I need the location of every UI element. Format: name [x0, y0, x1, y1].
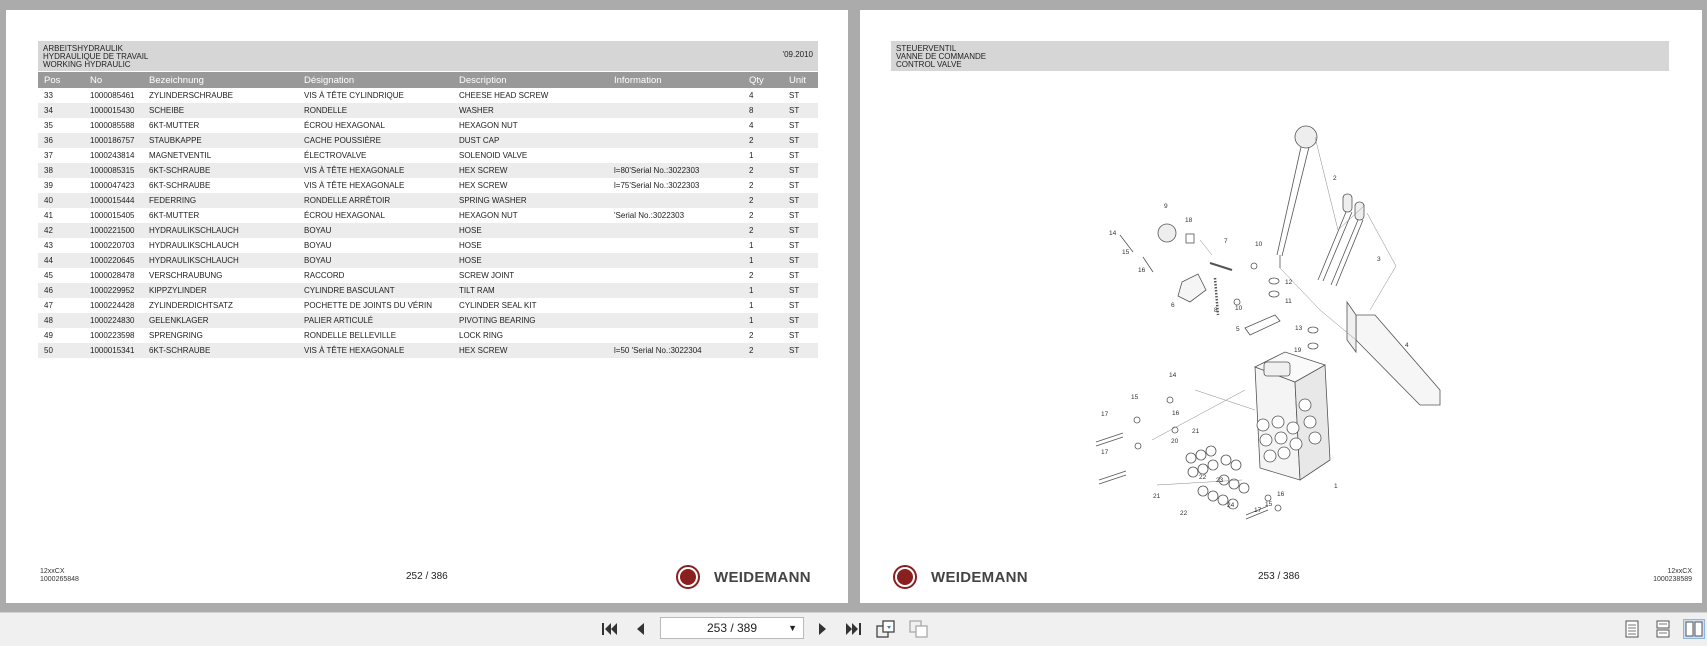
callout: 20: [1171, 438, 1179, 445]
table-row: [38, 223, 818, 238]
table-row: [38, 313, 818, 328]
control-valve-exploded-drawing: [860, 10, 1702, 603]
table-row: [38, 103, 818, 118]
callout: 13: [1295, 325, 1303, 332]
table-cell: SPRENGRING: [149, 331, 203, 340]
table-cell: ST: [783, 253, 818, 268]
table-cell: 1000243814: [90, 151, 135, 160]
column-header: No: [84, 72, 143, 88]
first-page-button[interactable]: [600, 619, 620, 639]
table-cell: HEX SCREW: [459, 181, 508, 190]
header-date: '09.2010: [782, 50, 813, 59]
table-cell: ST: [789, 151, 800, 160]
header-line-de: ARBEITSHYDRAULIK: [43, 44, 124, 53]
single-page-icon: [1624, 620, 1640, 638]
callout: 5: [1236, 326, 1240, 333]
table-cell: 2: [743, 133, 783, 148]
table-cell: 1000186757: [84, 133, 143, 148]
table-cell: 6KT-MUTTER: [149, 211, 200, 220]
compare-button[interactable]: [908, 619, 930, 639]
table-cell: ST: [783, 193, 818, 208]
callout: 17: [1101, 449, 1109, 456]
table-cell: 44: [38, 253, 84, 268]
callout: 8: [1214, 307, 1218, 314]
table-cell: [608, 328, 743, 343]
last-page-button[interactable]: [843, 619, 863, 639]
table-cell: HOSE: [459, 241, 482, 250]
table-cell: ST: [783, 163, 818, 178]
table-cell: ÉCROU HEXAGONAL: [304, 211, 385, 220]
table-cell: 1000223598: [90, 331, 135, 340]
table-cell: [608, 118, 743, 133]
callout: 10: [1255, 241, 1263, 248]
table-cell: ST: [783, 133, 818, 148]
callout: 21: [1192, 428, 1200, 435]
footer-doc-number: 1000238589: [1653, 576, 1692, 583]
table-cell: l=50 'Serial No.:3022304: [608, 343, 743, 358]
column-header: Pos: [38, 72, 84, 88]
chevron-down-icon: ▼: [788, 623, 797, 633]
table-cell: ÉCROU HEXAGONAL: [304, 121, 385, 130]
table-cell: 37: [44, 151, 53, 160]
table-cell: 1000015444: [84, 193, 143, 208]
single-page-view-button[interactable]: [1623, 619, 1641, 639]
table-cell: 6KT-MUTTER: [149, 121, 200, 130]
table-cell: ST: [783, 223, 818, 238]
table-cell: 34: [38, 103, 84, 118]
table-cell: ST: [783, 313, 818, 328]
table-cell: CHEESE HEAD SCREW: [459, 91, 549, 100]
table-cell: 2: [743, 163, 783, 178]
callout: 17: [1101, 411, 1109, 418]
table-row: [38, 253, 818, 268]
table-cell: ST: [789, 331, 800, 340]
callout: 7: [1224, 238, 1228, 245]
page-number-value: 253 / 389: [706, 621, 758, 635]
callout: 15: [1122, 249, 1130, 256]
table-cell: 43: [44, 241, 53, 250]
table-cell: 1000085315: [84, 163, 143, 178]
table-row: [38, 238, 818, 253]
table-cell: 1: [749, 151, 754, 160]
last-page-icon: [844, 621, 862, 637]
table-cell: [608, 88, 743, 103]
callout: 23: [1216, 477, 1224, 484]
table-cell: HEX SCREW: [453, 163, 608, 178]
table-cell: 2: [743, 223, 783, 238]
table-cell: 6KT-SCHRAUBE: [149, 181, 211, 190]
callout: 2: [1333, 175, 1337, 182]
weidemann-logo: [676, 565, 811, 589]
table-cell: [608, 268, 743, 283]
table-cell: 6KT-SCHRAUBE: [143, 343, 298, 358]
logo-text: WEIDEMANN: [931, 568, 1028, 586]
table-cell: RONDELLE BELLEVILLE: [304, 331, 397, 340]
table-cell: RONDELLE: [298, 103, 453, 118]
table-cell: 45: [44, 271, 53, 280]
table-cell: VIS À TÊTE CYLINDRIQUE: [304, 91, 404, 100]
rotate-button[interactable]: [875, 619, 897, 639]
table-row: [38, 193, 818, 208]
table-cell: 39: [44, 181, 53, 190]
table-row: [38, 118, 818, 133]
table-cell: [608, 253, 743, 268]
table-cell: 1000085461: [90, 91, 135, 100]
callout: 16: [1138, 267, 1146, 274]
table-cell: 1000224428: [90, 301, 135, 310]
table-cell: ST: [783, 103, 818, 118]
table-cell: RACCORD: [304, 271, 345, 280]
table-cell: POCHETTE DE JOINTS DU VÉRIN: [304, 301, 433, 310]
table-cell: [608, 238, 743, 253]
table-cell: SCREW JOINT: [459, 271, 515, 280]
table-cell: LOCK RING: [459, 331, 504, 340]
table-cell: 2: [749, 271, 754, 280]
footer-doc-number: 1000265848: [40, 576, 79, 583]
table-cell: ST: [789, 181, 800, 190]
table-cell: 1000015341: [84, 343, 143, 358]
callout: 14: [1169, 372, 1177, 379]
table-cell: HYDRAULIKSCHLAUCH: [143, 253, 298, 268]
table-cell: 1: [743, 313, 783, 328]
header-line-en: CONTROL VALVE: [896, 60, 962, 69]
page-number: 253 / 386: [1258, 571, 1300, 582]
table-cell: 49: [44, 331, 53, 340]
table-cell: 2: [743, 193, 783, 208]
callout: 4: [1405, 342, 1409, 349]
table-cell: RONDELLE ARRÊTOIR: [298, 193, 453, 208]
table-cell: ST: [783, 343, 818, 358]
callout: 22: [1199, 474, 1207, 481]
table-cell: 1000224830: [84, 313, 143, 328]
table-cell: BOYAU: [298, 253, 453, 268]
table-cell: HYDRAULIKSCHLAUCH: [143, 223, 298, 238]
next-page-icon: [817, 621, 829, 637]
footer-model-block: [40, 568, 79, 584]
table-cell: BOYAU: [304, 241, 332, 250]
header-line-fr: HYDRAULIQUE DE TRAVAIL: [43, 52, 149, 61]
table-cell: SOLENOID VALVE: [459, 151, 528, 160]
table-cell: CACHE POUSSIÈRE: [298, 133, 453, 148]
table-cell: STAUBKAPPE: [143, 133, 298, 148]
table-cell: GELENKLAGER: [143, 313, 298, 328]
table-row: [38, 283, 818, 298]
table-cell: VIS À TÊTE HEXAGONALE: [298, 343, 453, 358]
callout: 22: [1180, 510, 1188, 517]
table-cell: l=80'Serial No.:3022303: [608, 163, 743, 178]
two-page-icon: [1685, 621, 1703, 637]
table-row: [38, 268, 818, 283]
table-cell: HEX SCREW: [453, 343, 608, 358]
table-row: [38, 343, 818, 358]
logo-mark-icon: [893, 565, 917, 589]
table-cell: 'Serial No.:3022303: [614, 211, 685, 220]
table-cell: 40: [38, 193, 84, 208]
callout: 15: [1131, 394, 1139, 401]
column-header: Qty: [743, 72, 783, 88]
table-row: [38, 178, 818, 193]
logo-mark-icon: [676, 565, 700, 589]
table-cell: 6KT-SCHRAUBE: [143, 163, 298, 178]
table-row: [38, 298, 818, 313]
callout: 14: [1109, 230, 1117, 237]
table-cell: [608, 223, 743, 238]
table-cell: WASHER: [453, 103, 608, 118]
table-cell: 33: [44, 91, 53, 100]
table-cell: ST: [789, 271, 800, 280]
table-cell: 1: [749, 301, 754, 310]
section-header: [38, 41, 818, 71]
table-row: [38, 163, 818, 178]
callout: 21: [1153, 493, 1161, 500]
table-cell: VIS À TÊTE HEXAGONALE: [304, 181, 405, 190]
table-cell: FEDERRING: [143, 193, 298, 208]
column-header: Désignation: [298, 72, 453, 88]
table-cell: 35: [44, 121, 53, 130]
table-cell: 42: [38, 223, 84, 238]
callout: 6: [1171, 302, 1175, 309]
table-cell: 1000015430: [84, 103, 143, 118]
table-cell: ST: [789, 301, 800, 310]
callout: 16: [1172, 410, 1180, 417]
footer-model: 12xxCX: [40, 568, 65, 575]
rotate-icon: [875, 619, 897, 639]
table-cell: CYLINDRE BASCULANT: [298, 283, 453, 298]
prev-page-button[interactable]: [632, 619, 648, 639]
next-page-button[interactable]: [815, 619, 831, 639]
table-cell: [608, 103, 743, 118]
table-cell: 48: [38, 313, 84, 328]
column-header: Bezeichnung: [143, 72, 298, 88]
table-cell: 2: [749, 211, 754, 220]
callout: 10: [1235, 305, 1243, 312]
continuous-view-button[interactable]: [1654, 619, 1672, 639]
table-cell: 2: [743, 343, 783, 358]
table-cell: 1000229952: [84, 283, 143, 298]
table-cell: ST: [789, 91, 800, 100]
table-cell: 1: [749, 241, 754, 250]
table-cell: 41: [44, 211, 53, 220]
logo-text: WEIDEMANN: [714, 568, 811, 586]
footer-model: 12xxCX: [1667, 568, 1692, 575]
table-cell: ÉLECTROVALVE: [304, 151, 367, 160]
table-cell: MAGNETVENTIL: [149, 151, 212, 160]
callout: 18: [1185, 217, 1193, 224]
table-cell: [608, 133, 743, 148]
viewer-toolbar: [0, 612, 1707, 646]
header-line-de: STEUERVENTIL: [896, 44, 957, 53]
table-cell: ST: [789, 211, 800, 220]
callout: 12: [1285, 279, 1293, 286]
callout: 11: [1285, 298, 1292, 305]
table-cell: HEXAGON NUT: [459, 121, 518, 130]
table-cell: [608, 313, 743, 328]
table-cell: KIPPZYLINDER: [143, 283, 298, 298]
table-row: [38, 133, 818, 148]
table-cell: PIVOTING BEARING: [453, 313, 608, 328]
table-cell: 50: [38, 343, 84, 358]
table-cell: 2: [749, 331, 754, 340]
table-cell: 38: [38, 163, 84, 178]
page-number: 252 / 386: [406, 571, 448, 582]
table-cell: 1000047423: [90, 181, 135, 190]
table-cell: 4: [749, 121, 754, 130]
weidemann-logo: [893, 565, 1028, 589]
callout: 24: [1227, 502, 1235, 509]
table-cell: VIS À TÊTE HEXAGONALE: [298, 163, 453, 178]
callout: 1: [1334, 483, 1338, 490]
callout: 9: [1164, 203, 1168, 210]
table-cell: 1: [743, 253, 783, 268]
callout: 3: [1377, 256, 1381, 263]
table-cell: 1000220645: [84, 253, 143, 268]
column-header: Description: [453, 72, 608, 88]
table-cell: 8: [743, 103, 783, 118]
table-cell: 46: [38, 283, 84, 298]
table-cell: HYDRAULIKSCHLAUCH: [149, 241, 239, 250]
table-cell: HEXAGON NUT: [459, 211, 518, 220]
table-row: [38, 148, 818, 163]
table-cell: [608, 193, 743, 208]
table-cell: ZYLINDERDICHTSATZ: [149, 301, 233, 310]
table-cell: CYLINDER SEAL KIT: [459, 301, 537, 310]
column-header: Information: [608, 72, 743, 88]
table-row: [38, 88, 818, 103]
table-cell: 47: [44, 301, 53, 310]
left-document-page: [6, 10, 848, 603]
two-page-view-button[interactable]: [1683, 619, 1705, 639]
right-document-page: [860, 10, 1702, 603]
header-line-fr: VANNE DE COMMANDE: [896, 52, 987, 61]
table-cell: ST: [789, 121, 800, 130]
parts-table: [38, 72, 818, 358]
table-cell: HOSE: [453, 223, 608, 238]
table-cell: 1: [743, 283, 783, 298]
table-cell: [608, 298, 743, 313]
callout: 17: [1254, 507, 1262, 514]
callout: 15: [1265, 501, 1273, 508]
table-cell: ST: [789, 241, 800, 250]
table-cell: [608, 148, 743, 163]
table-cell: 1000220703: [90, 241, 135, 250]
callout: 19: [1294, 347, 1302, 354]
first-page-icon: [601, 621, 619, 637]
table-cell: l=75'Serial No.:3022303: [614, 181, 700, 190]
table-row: [38, 328, 818, 343]
table-cell: VERSCHRAUBUNG: [149, 271, 223, 280]
table-cell: 1000085588: [90, 121, 135, 130]
table-row: [38, 208, 818, 223]
table-cell: [608, 283, 743, 298]
table-cell: SPRING WASHER: [453, 193, 608, 208]
footer-model-block: [1653, 568, 1692, 584]
prev-page-icon: [634, 621, 646, 637]
table-cell: TILT RAM: [453, 283, 608, 298]
compare-icon: [908, 619, 930, 639]
table-cell: PALIER ARTICULÉ: [298, 313, 453, 328]
table-cell: 1000028478: [90, 271, 135, 280]
callout: 16: [1277, 491, 1285, 498]
table-cell: 2: [749, 181, 754, 190]
table-cell: ZYLINDERSCHRAUBE: [149, 91, 234, 100]
table-cell: 1000221500: [84, 223, 143, 238]
table-cell: ST: [783, 283, 818, 298]
continuous-icon: [1655, 620, 1671, 638]
table-cell: 36: [38, 133, 84, 148]
table-cell: BOYAU: [298, 223, 453, 238]
table-cell: SCHEIBE: [143, 103, 298, 118]
table-cell: DUST CAP: [453, 133, 608, 148]
header-line-en: WORKING HYDRAULIC: [43, 60, 131, 69]
table-cell: 1000015405: [90, 211, 135, 220]
column-header: Unit: [783, 72, 818, 88]
page-number-input[interactable]: [660, 617, 804, 639]
table-cell: HOSE: [453, 253, 608, 268]
table-cell: 4: [749, 91, 754, 100]
table-header-row: [38, 72, 818, 88]
